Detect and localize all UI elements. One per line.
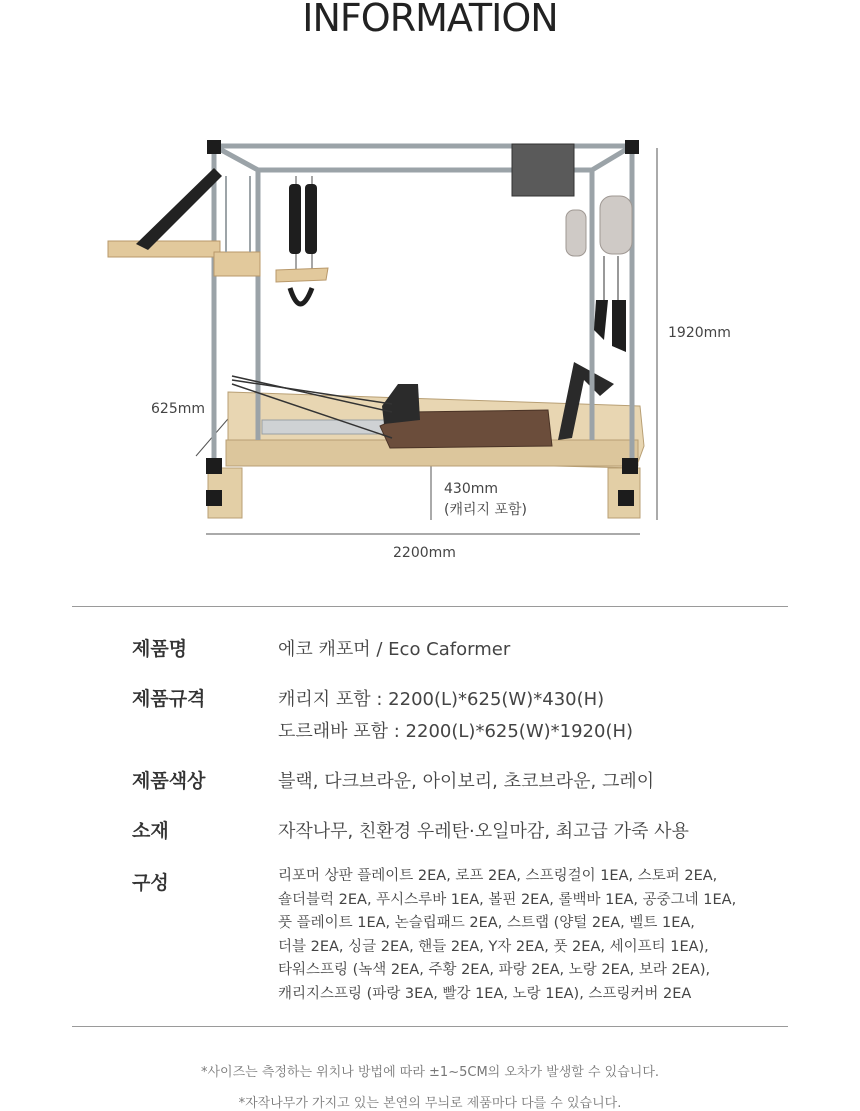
mesh-bag [512,144,574,196]
width-label: 625mm [151,401,205,417]
spec-label: 제품명 [132,638,188,660]
spec-line: 타워스프링 (녹색 2EA, 주황 2EA, 파랑 2EA, 노랑 2EA, 보라 2EA), [278,962,711,978]
reformer-base [208,392,644,518]
carriage-height-label: 430mm [444,481,498,497]
spec-value [278,634,510,666]
tower-springs-left [226,176,250,252]
handles-right [594,256,626,352]
spec-line: 더블 2EA, 싱글 2EA, 핸들 2EA, Y자 2EA, 풋 2EA, 세이프티 1EA), [278,938,709,955]
carriage-note-label: (캐리지 포함) [444,502,527,518]
wood-grain-note: *자작나무가 가지고 있는 본연의 무늬로 제품마다 다를 수 있습니다. [238,1096,622,1111]
height-label: 1920mm [668,325,731,341]
spec-label: 소재 [132,820,169,842]
spec-line: 블랙, 다크브라운, 아이보리, 초코브라운, 그레이 [278,771,655,792]
spec-line: 숄더블럭 2EA, 푸시스루바 1EA, 볼핀 2EA, 롤백바 1EA, 공중그네 1EA, [278,891,737,908]
length-label: 2200mm [393,545,456,561]
spec-value [278,766,654,798]
size-tolerance-note: *사이즈는 측정하는 위치나 방법에 따라 ±1~5CM의 오차가 발생할 수 있습니다. [200,1065,660,1080]
page-title: INFORMATION [302,0,558,40]
spec-line: 풋 플레이트 1EA, 논슬립패드 2EA, 스트랩 (양털 2EA, 벨트 1EA, [278,915,695,931]
spec-value [278,684,633,748]
spec-line: 에코 캐포머 / Eco Caformer [278,639,511,660]
spec-line: 캐리지 포함 : 2200(L)*625(W)*430(H) [278,689,605,710]
carriage [380,384,552,448]
spec-line: 자작나무, 친환경 우레탄·오일마감, 최고급 가죽 사용 [278,821,689,842]
push-through-bar [108,168,260,276]
bottom-divider [72,1026,788,1027]
spec-label: 제품색상 [132,770,206,792]
top-divider [72,606,788,607]
spec-line: 리포머 상판 플레이트 2EA, 로프 2EA, 스프링걸이 1EA, 스토퍼 2EA, [278,868,718,884]
spec-value [278,865,736,1006]
spec-line: 도르래바 포함 : 2200(L)*625(W)*1920(H) [278,721,634,742]
fuzzy-straps [566,196,632,256]
trapeze [276,176,328,304]
spec-value [278,816,689,848]
spec-label: 구성 [132,872,169,894]
spec-line: 캐리지스프링 (파랑 3EA, 빨강 1EA, 노랑 1EA), 스프링커버 2EA [278,985,692,1002]
spec-label: 제품규격 [132,688,206,710]
